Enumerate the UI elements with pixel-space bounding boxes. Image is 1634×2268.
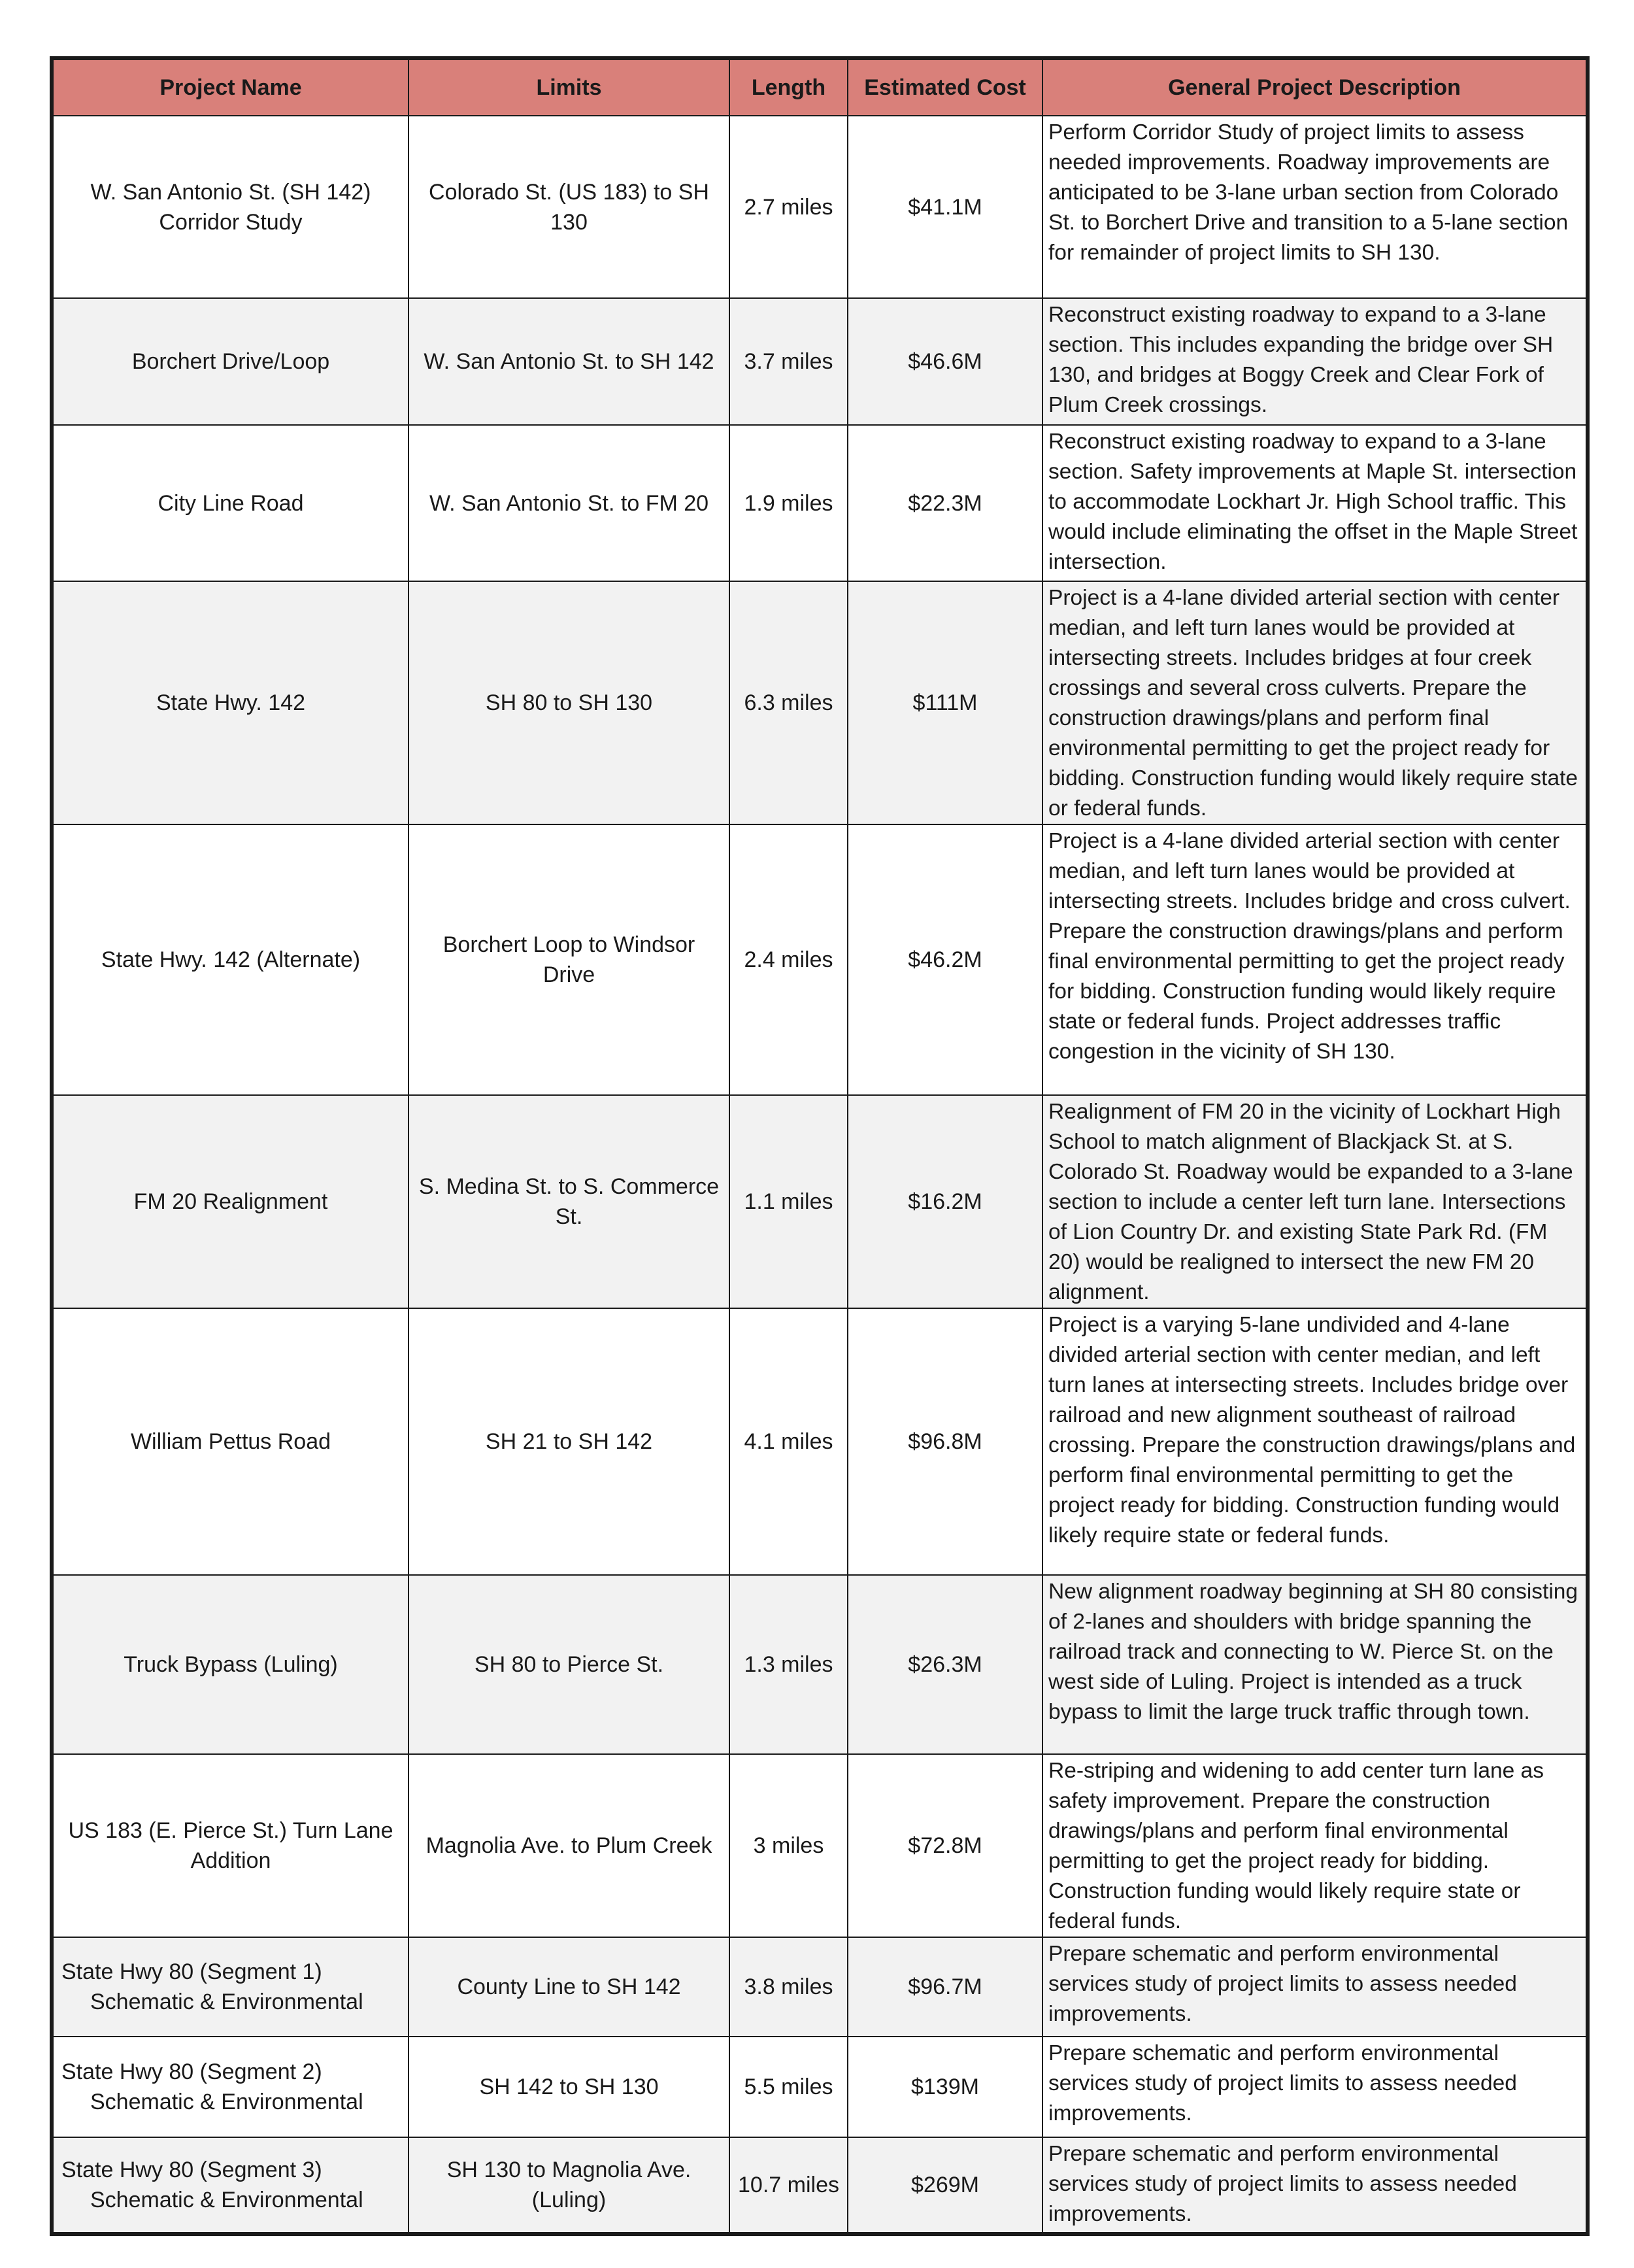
project-name: City Line Road xyxy=(52,425,408,581)
project-limits: SH 80 to SH 130 xyxy=(408,581,729,824)
project-length: 4.1 miles xyxy=(729,1308,848,1575)
project-limits: Colorado St. (US 183) to SH 130 xyxy=(408,116,729,298)
project-name: State Hwy. 142 (Alternate) xyxy=(52,824,408,1095)
project-description: Re-striping and widening to add center turn lane as safety improvement. Prepare the construction drawings/plans and perform final environmental permitting to get the project ready for bidding. Construction funding would likely require state or federal funds. xyxy=(1042,1754,1588,1937)
project-length: 1.1 miles xyxy=(729,1095,848,1308)
table-row xyxy=(52,116,1588,298)
project-description: New alignment roadway beginning at SH 80 consisting of 2-lanes and shoulders with bridge spanning the railroad track and connecting to W. Pierce St. on the west side of Luling. Project is intended as a truck bypass to limit the large truck traffic through town. xyxy=(1042,1575,1588,1754)
project-description: Project is a varying 5-lane undivided and 4-lane divided arterial section with center median, and left turn lanes at intersecting streets. Includes bridge over railroad and new alignment southeast of railroad crossing. Prepare the construction drawings/plans and perform final environmental permitting to get the project ready for bidding. Construction funding would likely require state or federal funds. xyxy=(1042,1308,1588,1575)
project-length: 1.9 miles xyxy=(729,425,848,581)
project-length: 10.7 miles xyxy=(729,2137,848,2234)
project-length: 3.8 miles xyxy=(729,1937,848,2037)
project-limits: Borchert Loop to Windsor Drive xyxy=(408,824,729,1095)
project-length: 3.7 miles xyxy=(729,298,848,425)
table-row xyxy=(52,1095,1588,1308)
project-name: William Pettus Road xyxy=(52,1308,408,1575)
table-row xyxy=(52,581,1588,824)
project-name: Truck Bypass (Luling) xyxy=(52,1575,408,1754)
table-row xyxy=(52,425,1588,581)
project-name: Borchert Drive/Loop xyxy=(52,298,408,425)
project-name-line1: State Hwy 80 (Segment 1) xyxy=(61,1959,322,1984)
project-limits: Magnolia Ave. to Plum Creek xyxy=(408,1754,729,1937)
header-description: General Project Description xyxy=(1042,58,1588,116)
project-cost: $111M xyxy=(848,581,1042,824)
header-limits: Limits xyxy=(408,58,729,116)
project-cost: $46.2M xyxy=(848,824,1042,1095)
project-limits: SH 130 to Magnolia Ave. (Luling) xyxy=(408,2137,729,2234)
project-description: Reconstruct existing roadway to expand to a 3-lane section. Safety improvements at Maple St. intersection to accommodate Lockhart Jr. High School traffic. This would include eliminating the offset in the Maple Street intersection. xyxy=(1042,425,1588,581)
project-name: FM 20 Realignment xyxy=(52,1095,408,1308)
project-length: 2.4 miles xyxy=(729,824,848,1095)
project-cost: $139M xyxy=(848,2037,1042,2137)
project-limits: County Line to SH 142 xyxy=(408,1937,729,2037)
project-limits: SH 21 to SH 142 xyxy=(408,1308,729,1575)
project-cost: $96.7M xyxy=(848,1937,1042,2037)
header-estimated-cost: Estimated Cost xyxy=(848,58,1042,116)
header-project-name: Project Name xyxy=(52,58,408,116)
project-limits: S. Medina St. to S. Commerce St. xyxy=(408,1095,729,1308)
project-limits: SH 80 to Pierce St. xyxy=(408,1575,729,1754)
project-name xyxy=(52,1937,408,2037)
project-name-line2: Schematic & Environmental xyxy=(90,1989,363,2014)
project-description: Reconstruct existing roadway to expand to a 3-lane section. This includes expanding the bridge over SH 130, and bridges at Boggy Creek and Clear Fork of Plum Creek crossings. xyxy=(1042,298,1588,425)
table-row xyxy=(52,1308,1588,1575)
project-name: State Hwy. 142 xyxy=(52,581,408,824)
project-cost: $16.2M xyxy=(848,1095,1042,1308)
table-row xyxy=(52,1754,1588,1937)
header-length: Length xyxy=(729,58,848,116)
project-limits: W. San Antonio St. to SH 142 xyxy=(408,298,729,425)
project-name xyxy=(52,2137,408,2234)
project-description: Prepare schematic and perform environmental services study of project limits to assess needed improvements. xyxy=(1042,1937,1588,2037)
project-cost: $46.6M xyxy=(848,298,1042,425)
project-name: US 183 (E. Pierce St.) Turn Lane Addition xyxy=(52,1754,408,1937)
project-description: Perform Corridor Study of project limits to assess needed improvements. Roadway improvements are anticipated to be 3-lane urban section from Colorado St. to Borchert Drive and transition to a 5-lane section for remainder of project limits to SH 130. xyxy=(1042,116,1588,298)
projects-table xyxy=(50,56,1590,2236)
project-length: 6.3 miles xyxy=(729,581,848,824)
project-limits: SH 142 to SH 130 xyxy=(408,2037,729,2137)
project-cost: $22.3M xyxy=(848,425,1042,581)
table-row xyxy=(52,2137,1588,2234)
table-row xyxy=(52,298,1588,425)
project-length: 5.5 miles xyxy=(729,2037,848,2137)
table-row xyxy=(52,2037,1588,2137)
project-length: 2.7 miles xyxy=(729,116,848,298)
project-name-line1: State Hwy 80 (Segment 2) xyxy=(61,2059,322,2084)
project-cost: $26.3M xyxy=(848,1575,1042,1754)
table-header-row xyxy=(52,58,1588,116)
project-cost: $72.8M xyxy=(848,1754,1042,1937)
project-description: Prepare schematic and perform environmental services study of project limits to assess needed improvements. xyxy=(1042,2037,1588,2137)
project-description: Project is a 4-lane divided arterial section with center median, and left turn lanes would be provided at intersecting streets. Includes bridge and cross culvert. Prepare the construction drawings/plans and perform final environmental permitting to get the project ready for bidding. Construction funding would likely require state or federal funds. Project addresses traffic congestion in the vicinity of SH 130. xyxy=(1042,824,1588,1095)
project-name xyxy=(52,2037,408,2137)
project-name-line2: Schematic & Environmental xyxy=(90,2090,363,2114)
project-description: Project is a 4-lane divided arterial section with center median, and left turn lanes would be provided at intersecting streets. Includes bridges at four creek crossings and several cross culverts. Prepare the construction drawings/plans and perform final environmental permitting to get the project ready for bidding. Construction funding would likely require state or federal funds. xyxy=(1042,581,1588,824)
project-description: Realignment of FM 20 in the vicinity of Lockhart High School to match alignment of Blackjack St. at S. Colorado St. Roadway would be expanded to a 3-lane section to include a center left turn lane. Intersections of Lion Country Dr. and existing State Park Rd. (FM 20) would be realigned to intersect the new FM 20 alignment. xyxy=(1042,1095,1588,1308)
table-row xyxy=(52,1575,1588,1754)
project-limits: W. San Antonio St. to FM 20 xyxy=(408,425,729,581)
table-row xyxy=(52,1937,1588,2037)
project-cost: $96.8M xyxy=(848,1308,1042,1575)
project-description: Prepare schematic and perform environmental services study of project limits to assess needed improvements. xyxy=(1042,2137,1588,2234)
project-name-line2: Schematic & Environmental xyxy=(90,2188,363,2212)
project-name-line1: State Hwy 80 (Segment 3) xyxy=(61,2158,322,2182)
project-name: W. San Antonio St. (SH 142) Corridor Study xyxy=(52,116,408,298)
project-cost: $41.1M xyxy=(848,116,1042,298)
project-length: 3 miles xyxy=(729,1754,848,1937)
projects-table-container xyxy=(50,56,1586,2236)
table-row xyxy=(52,824,1588,1095)
project-length: 1.3 miles xyxy=(729,1575,848,1754)
project-cost: $269M xyxy=(848,2137,1042,2234)
